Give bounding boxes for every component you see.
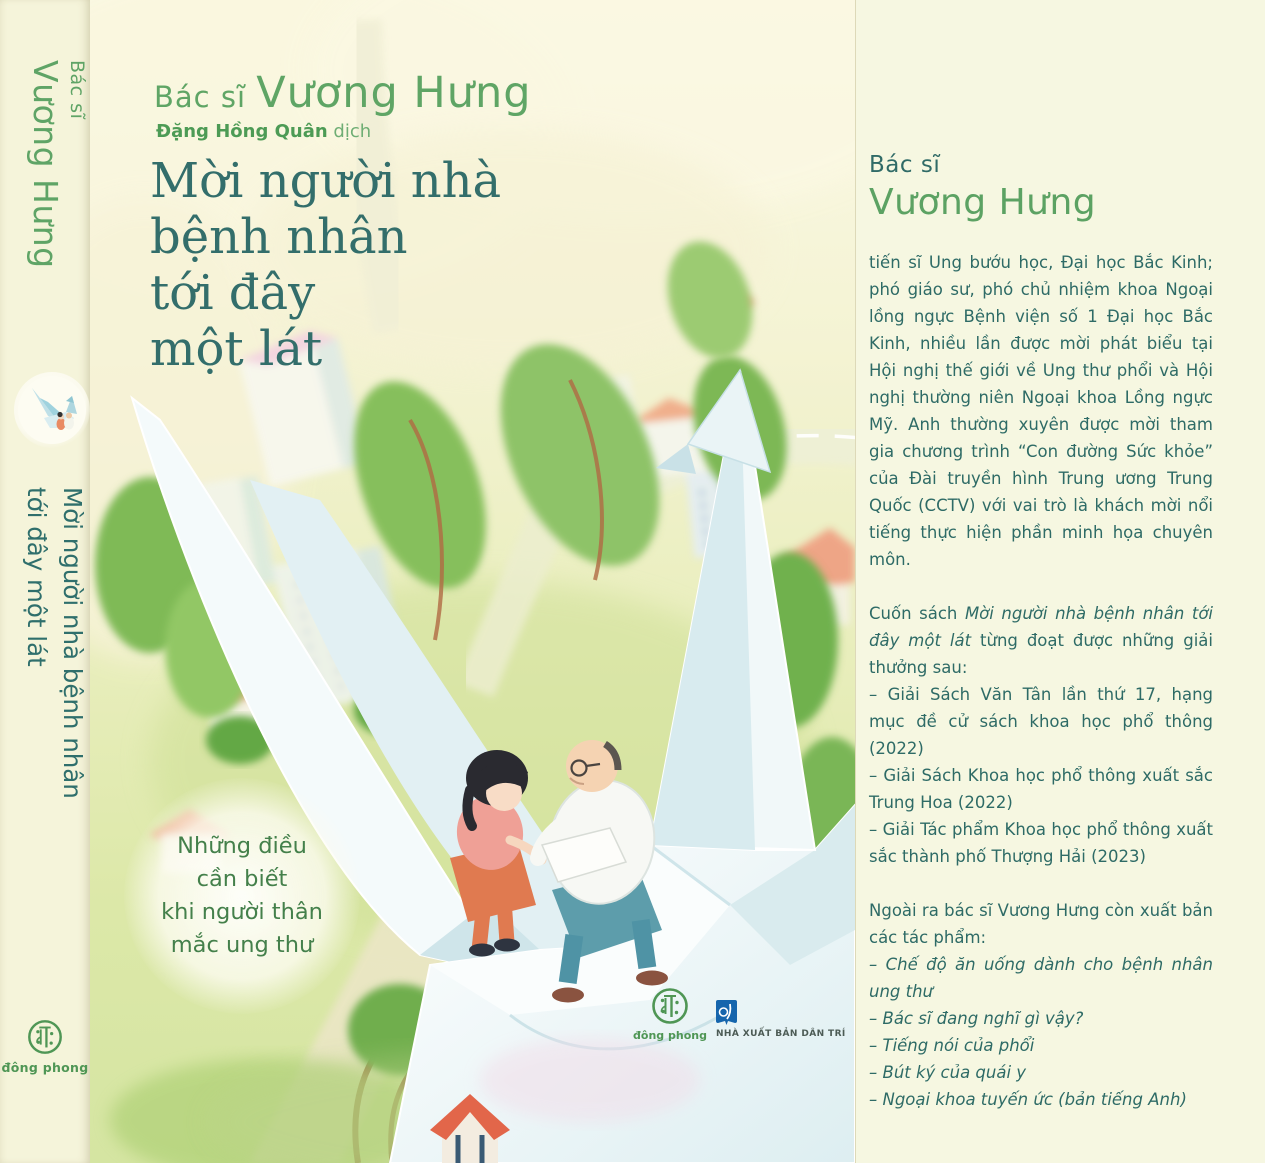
spine-publisher-label: đông phong (1, 1060, 89, 1075)
tagline-bubble (124, 778, 360, 1014)
spine (0, 0, 90, 1163)
tagline-line-3: khi người thân (161, 899, 323, 925)
spine-author-name: Vương Hưng (26, 60, 65, 269)
cover-author-prefix: Bác sĩ (154, 80, 257, 114)
cover-title-line-2: bệnh nhân (150, 209, 408, 265)
dan-tri-label: NHÀ XUẤT BẢN DÂN TRÍ (716, 1029, 846, 1039)
back-flap (855, 0, 1265, 1163)
work-item: – Chế độ ăn uống dành cho bệnh nhân ung thư (869, 955, 1213, 1001)
cover-title (150, 153, 501, 377)
flap-awards-intro (869, 600, 1213, 681)
tagline-line-2: cần biết (196, 866, 288, 892)
tagline-line-4: mắc ung thư (170, 932, 314, 958)
dong-phong-label: đông phong (633, 1029, 707, 1042)
spine-crane-badge (14, 372, 90, 448)
cover-translator-line (156, 121, 371, 142)
work-item: – Bút ký của quái y (869, 1063, 1027, 1082)
award-item: – Giải Tác phẩm Khoa học phổ thông xuất sắc thành phố Thượng Hải (2023) (869, 820, 1213, 866)
dong-phong-logo-block (633, 986, 707, 1042)
dan-tri-book-icon (716, 1000, 737, 1025)
translator-suffix: dịch (327, 121, 372, 142)
front-cover (90, 0, 855, 1163)
flap-author-bio: tiến sĩ Ung bướu học, Đại học Bắc Kinh; phó giáo sư, phó chủ nhiệm khoa Ngoại lồng ngực Bệnh viện số 1 Đại học Bắc Kinh, nhiều lần được mời phát biểu tại Hội nghị thế giới về Ung thư phổi và Hội nghị thường niên Ngoại khoa Lồng ngực Mỹ. Anh thường xuyên được mời tham gia chương trình “Con đường Sức khỏe” của Đài truyền hình Trung ương Trung Quốc (CCTV) với vai trò là khách mời nổi tiếng thực hiện phần minh họa chuyên môn. (869, 253, 1213, 569)
spine-title-block (0, 487, 90, 957)
tagline-line-1: Những điều (177, 833, 307, 859)
spine-publisher-logo (0, 1018, 90, 1075)
spine-title-line-1: Mời người nhà bệnh nhân (58, 487, 87, 799)
awards-intro-prefix: Cuốn sách (869, 604, 965, 623)
spine-title-line-2: tới đây một lát (22, 487, 51, 667)
flap-works-list (869, 951, 1213, 1113)
flap-awards-list (869, 681, 1213, 870)
work-item: – Ngoại khoa tuyến ức (bản tiếng Anh) (869, 1090, 1187, 1109)
work-item: – Bác sĩ đang nghĩ gì vậy? (869, 1009, 1084, 1028)
spine-author-block (2, 60, 88, 350)
award-item: – Giải Sách Khoa học phổ thông xuất sắc Trung Hoa (2022) (869, 766, 1213, 812)
awards-intro-book-title: Mời người nhà bệnh nhân tới đây một lát (869, 604, 1214, 650)
cover-publisher-row (633, 986, 846, 1042)
translator-name: Đặng Hồng Quân (156, 121, 328, 142)
flap-works-intro: Ngoài ra bác sĩ Vương Hưng còn xuất bản các tác phẩm: (869, 901, 1213, 947)
cover-author-name: Vương Hưng (256, 68, 532, 118)
dong-phong-seal-icon (26, 1018, 64, 1056)
flap-author-name: Vương Hưng (869, 182, 1097, 223)
cover-title-line-3: tới đây (150, 265, 316, 321)
awards-intro-suffix: từng đoạt được những giải thưởng sau: (869, 631, 1213, 677)
dan-tri-logo-block (716, 986, 846, 1039)
cover-title-line-4: một lát (150, 321, 323, 377)
spine-author-prefix: Bác sĩ (66, 60, 88, 120)
cover-author-line (154, 68, 532, 118)
award-item: – Giải Sách Văn Tân lần thứ 17, hạng mục đề cử sách khoa học phổ thông (2022) (869, 685, 1213, 758)
crane-miniature-illustration (14, 372, 90, 448)
flap-author-prefix: Bác sĩ (869, 152, 941, 178)
cover-title-line-1: Mời người nhà (150, 153, 502, 209)
work-item: – Tiếng nói của phổi (869, 1036, 1035, 1055)
dong-phong-seal-icon (650, 986, 690, 1026)
